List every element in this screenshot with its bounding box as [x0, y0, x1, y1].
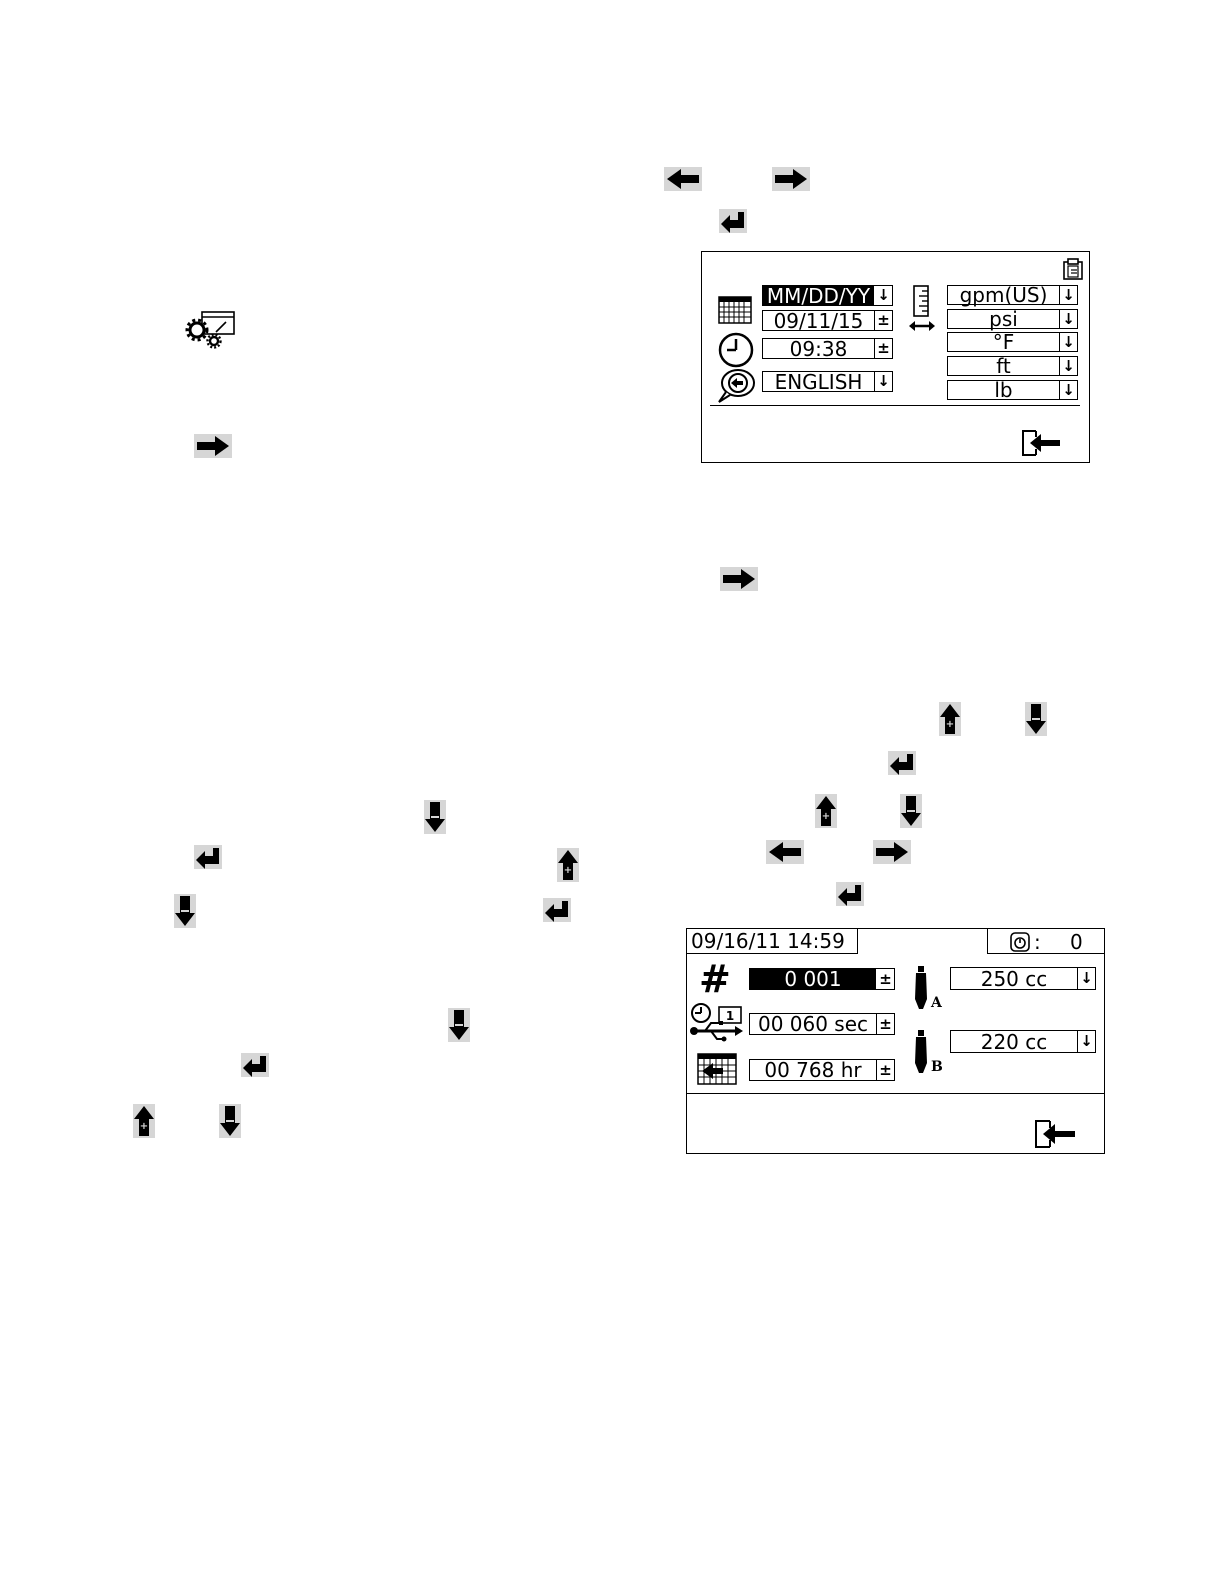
right-arrow-icon — [873, 840, 911, 864]
down-arrow-icon — [448, 1008, 470, 1042]
svg-text:1: 1 — [725, 1009, 735, 1023]
dropdown-arrow-icon: ↓ — [1059, 357, 1077, 375]
dropdown-arrow-icon: ↓ — [1059, 333, 1077, 351]
dropdown-arrow-icon: ↓ — [1059, 286, 1077, 304]
time-field[interactable]: 09:38 ± — [762, 338, 893, 359]
down-arrow-icon — [174, 894, 196, 928]
counter-header: : 0 — [987, 928, 1105, 954]
left-arrow-icon — [766, 840, 804, 864]
enter-icon — [888, 751, 916, 775]
shot-number-icon: # — [699, 957, 731, 1001]
right-arrow-icon — [194, 434, 232, 458]
calendar-icon — [718, 296, 752, 324]
volume-a-dropdown[interactable]: 250 cc ↓ — [950, 967, 1096, 990]
setup-gears-icon — [184, 310, 238, 350]
plus-minus-icon: ± — [874, 311, 892, 330]
plus-minus-icon: ± — [874, 339, 892, 358]
date-format-dropdown[interactable]: MM/DD/YY ↓ — [762, 285, 893, 306]
down-arrow-icon — [424, 800, 446, 834]
up-arrow-icon — [133, 1104, 155, 1138]
volume-b-dropdown[interactable]: 220 cc ↓ — [950, 1030, 1096, 1053]
pressure-unit-dropdown[interactable]: psi ↓ — [947, 309, 1078, 329]
plus-minus-icon: ± — [876, 1014, 894, 1034]
temperature-unit-dropdown[interactable]: °F ↓ — [947, 332, 1078, 352]
dropdown-arrow-icon: ↓ — [1077, 968, 1095, 989]
plus-minus-icon: ± — [876, 1060, 894, 1080]
up-arrow-icon — [557, 848, 579, 882]
dispense-setup-screen: 09/16/11 14:59 : 0 # 1 0 001 ± 00 060 sec ± 00 768 hr ± A B 250 cc ↓ 220 cc ↓ — [686, 928, 1105, 1154]
down-arrow-icon — [900, 794, 922, 828]
dropdown-arrow-icon: ↓ — [874, 372, 892, 391]
flow-unit-dropdown[interactable]: gpm(US) ↓ — [947, 285, 1078, 305]
enter-icon — [719, 209, 747, 233]
date-field[interactable]: 09/11/15 ± — [762, 310, 893, 331]
enter-icon — [543, 898, 571, 922]
mass-unit-dropdown[interactable]: lb ↓ — [947, 380, 1078, 400]
language-dropdown[interactable]: ENGLISH ↓ — [762, 371, 893, 392]
advanced-setup-screen — [701, 251, 1090, 463]
enter-icon — [194, 845, 222, 869]
usb-timer-icon — [689, 1003, 745, 1043]
length-unit-dropdown[interactable]: ft ↓ — [947, 356, 1078, 376]
left-arrow-icon — [664, 167, 702, 191]
units-ruler-icon — [908, 285, 936, 333]
datetime-header: 09/16/11 14:59 — [686, 928, 858, 954]
dropdown-arrow-icon: ↓ — [1059, 381, 1077, 399]
clipboard-icon — [1062, 258, 1084, 280]
right-arrow-icon — [772, 167, 810, 191]
right-arrow-icon — [720, 567, 758, 591]
interval-field[interactable]: 00 060 sec ± — [749, 1013, 895, 1035]
hours-field[interactable]: 00 768 hr ± — [749, 1059, 895, 1081]
clock-icon — [718, 332, 754, 368]
dropdown-arrow-icon: ↓ — [1077, 1031, 1095, 1052]
divider — [687, 1093, 1104, 1094]
shot-number-field[interactable]: 0 001 ± — [749, 968, 895, 990]
down-arrow-icon — [1025, 702, 1047, 736]
exit-icon[interactable] — [1022, 430, 1062, 456]
up-arrow-icon — [939, 702, 961, 736]
timer-icon — [1010, 932, 1030, 952]
exit-icon[interactable] — [1035, 1120, 1077, 1148]
dropdown-arrow-icon: ↓ — [1059, 310, 1077, 328]
divider — [710, 405, 1080, 406]
maintenance-calendar-icon — [697, 1053, 737, 1085]
enter-icon — [241, 1053, 269, 1077]
language-icon — [716, 368, 756, 404]
enter-icon — [836, 882, 864, 906]
plus-minus-icon: ± — [876, 969, 894, 989]
up-arrow-icon — [815, 794, 837, 828]
dropdown-arrow-icon: ↓ — [874, 286, 892, 305]
down-arrow-icon — [219, 1104, 241, 1138]
